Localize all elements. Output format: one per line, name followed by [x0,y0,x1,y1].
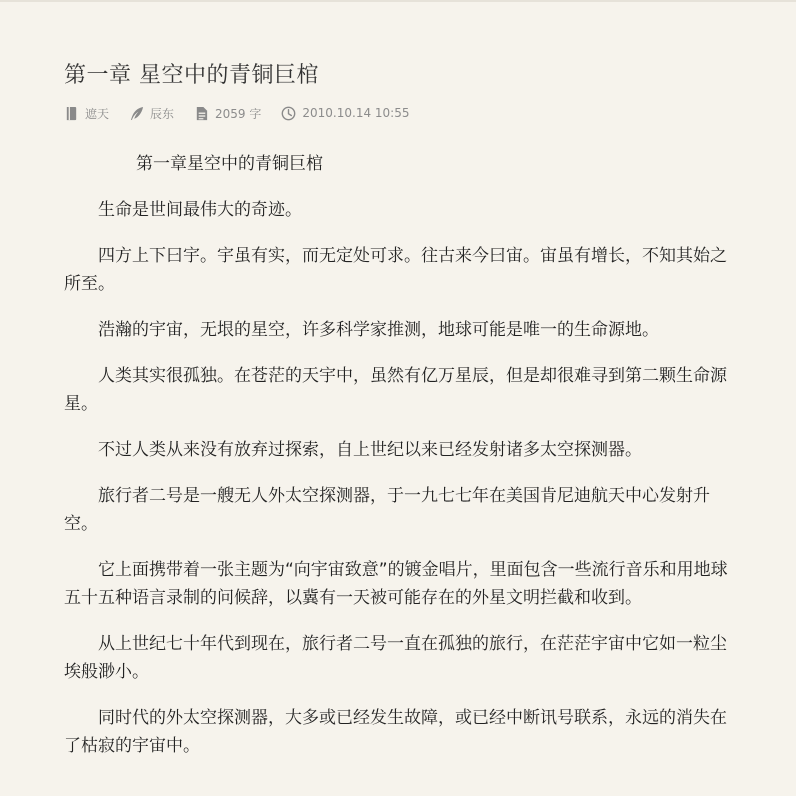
book-icon [64,106,79,121]
document-icon [194,106,209,121]
article-meta [64,102,740,124]
paragraph: 浩瀚的宇宙，无垠的星空，许多科学家推测，地球可能是唯一的生命源地。 [98,320,659,340]
paragraph: 旅行者二号是一艘无人外太空探测器，于一九七七年在美国肯尼迪航天中心发射升空。 [64,486,710,534]
meta-book[interactable] [64,105,109,122]
paragraph: 生命是世间最伟大的奇迹。 [98,200,302,220]
meta-book-name: 遮天 [85,106,110,121]
quill-icon [129,106,144,121]
meta-datetime-value: 2010.10.14 10:55 [302,106,410,120]
paragraph: 人类其实很孤独。在苍茫的天宇中，虽然有亿万星辰，但是却很难寻到第二颗生命源星。 [64,366,727,414]
article [64,58,740,778]
paragraph: 不过人类从来没有放弃过探索，自上世纪以来已经发射诸多太空探测器。 [98,440,642,460]
paragraph: 四方上下曰宇。宇虽有实，而无定处可求。往古来今曰宙。宙虽有增长，不知其始之所至。 [64,246,727,294]
meta-word-count-value: 2059 字 [215,106,262,121]
meta-word-count [194,105,261,122]
meta-author[interactable] [129,105,174,122]
paragraph: 同时代的外太空探测器，大多或已经发生故障，或已经中断讯号联系，永远的消失在了枯寂的宇宙中。 [64,708,727,756]
meta-author-name: 辰东 [150,106,175,121]
content-heading: 第一章星空中的青铜巨棺 [136,154,323,174]
meta-datetime [281,106,409,121]
paragraph: 它上面携带着一张主题为“向宇宙致意”的镀金唱片，里面包含一些流行音乐和用地球五十五种语言录制的问候辞，以冀有一天被可能存在的外星文明拦截和收到。 [64,560,728,608]
chapter-title: 第一章 星空中的青铜巨棺 [64,63,319,88]
top-divider [0,0,796,2]
clock-icon [281,106,296,121]
chapter-content [64,150,740,760]
paragraph: 从上世纪七十年代到现在，旅行者二号一直在孤独的旅行，在茫茫宇宙中它如一粒尘埃般渺小。 [64,634,727,682]
